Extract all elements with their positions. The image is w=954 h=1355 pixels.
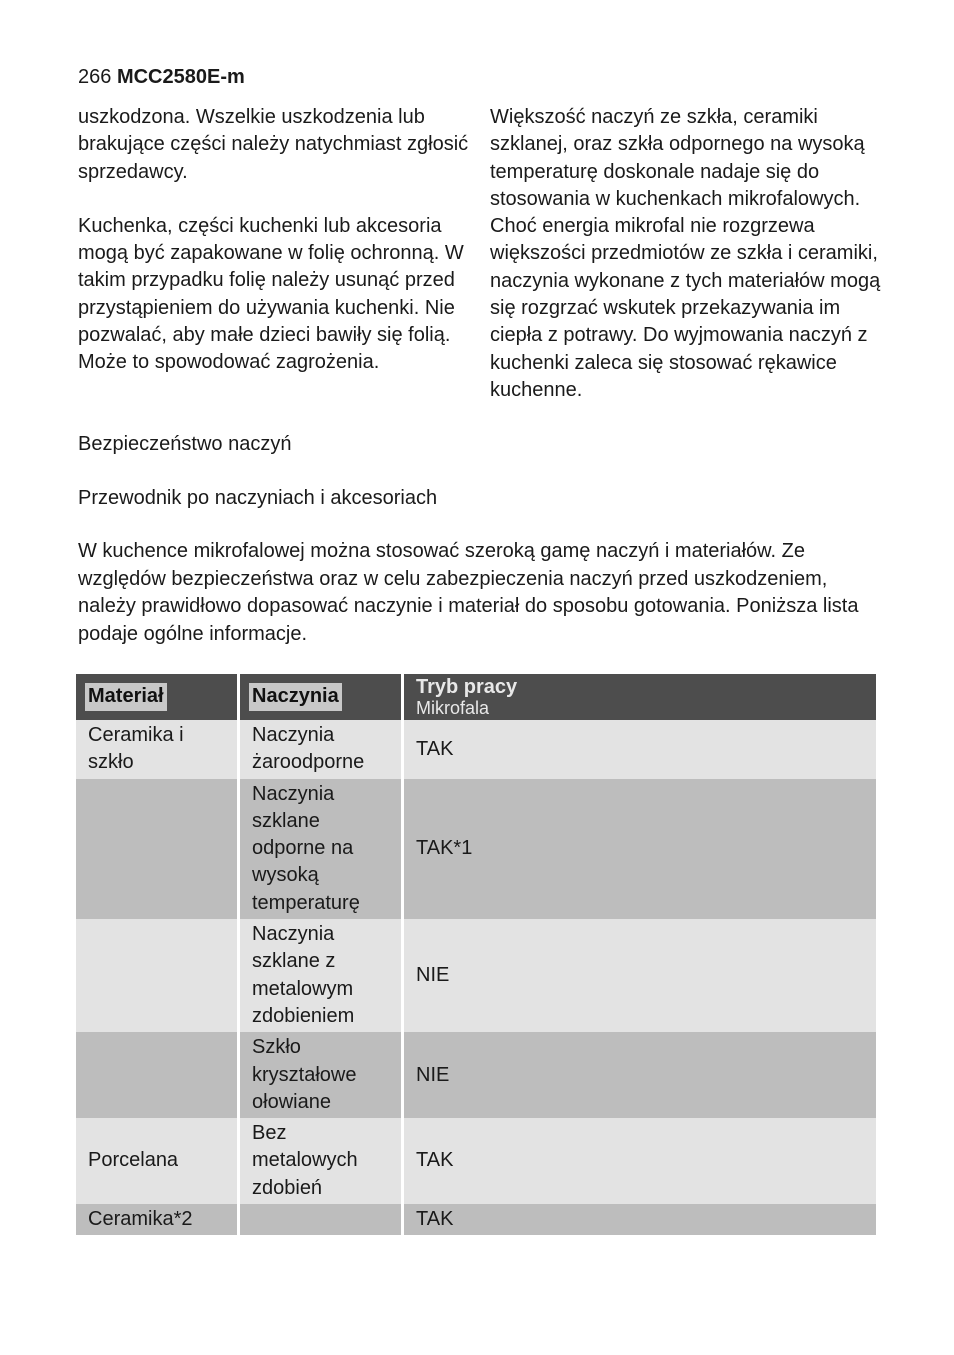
- table-row: [76, 779, 876, 919]
- table-row: [76, 1204, 876, 1235]
- paragraph-damage: uszkodzona. Wszelkie uszkodzenia lub brakujące części należy natychmiast zgłosić sprzedawcy.: [78, 106, 469, 183]
- mode-title: Tryb pracy: [416, 676, 518, 698]
- right-column: [490, 104, 882, 431]
- cell-material: [76, 1032, 237, 1118]
- cell-cookware: Naczynia szklane z metalowym zdobieniem: [240, 919, 401, 1032]
- cell-microwave: TAK: [404, 720, 876, 779]
- mode-subtitle: Mikrofala: [416, 698, 490, 718]
- cell-cookware: Naczynia szklane odporne na wysoką temperaturę: [240, 779, 401, 919]
- left-column: [78, 104, 473, 404]
- table-row: [76, 1118, 876, 1204]
- cell-microwave: TAK*1: [404, 779, 876, 919]
- table-row: [76, 919, 876, 1032]
- cookware-table: [73, 674, 879, 1235]
- model-name: MCC2580E-m: [116, 66, 245, 88]
- cell-cookware: Naczynia żaroodporne: [240, 720, 401, 779]
- cell-microwave: TAK: [404, 1204, 876, 1235]
- cell-material: [76, 919, 237, 1032]
- page-header: [78, 64, 245, 90]
- column-header-material: Materiał: [76, 674, 237, 720]
- page-number: 266: [78, 66, 112, 88]
- cell-material: Ceramika*2: [76, 1204, 237, 1235]
- table-row: [76, 1032, 876, 1118]
- column-header-cookware: Naczynia: [240, 674, 401, 720]
- paragraph-protective-film: Kuchenka, części kuchenki lub akcesoria mogą być zapakowane w folię ochronną. W takim przypadku folię należy usunąć przed przystąpieniem do używania kuchenki. Nie pozwalać, aby małe dzieci bawiły się folią. Może to spowodować zagrożenia.: [78, 214, 464, 374]
- table-row: [76, 720, 876, 779]
- cell-material: Ceramika i szkło: [76, 720, 237, 779]
- cell-microwave: TAK: [404, 1118, 876, 1204]
- cell-microwave: NIE: [404, 919, 876, 1032]
- paragraph-glass-ceramics: Większość naczyń ze szkła, ceramiki szklanej, oraz szkła odpornego na wysoką temperaturę doskonale nadaje się do stosowania w kuchenkach mikrofalowych. Choć energia mikrofal nie rozgrzewa większości przedmiotów ze szkła i ceramiki, naczynia wykonane z tych materiałów mogą się rozgrzać wskutek przekazywania im ciepła z potrawy. Do wyjmowania naczyń z kuchenki zaleca się stosować rękawice kuchenne.: [490, 106, 881, 401]
- cell-material: Porcelana: [76, 1118, 237, 1204]
- intro-paragraph: W kuchence mikrofalowej można stosować szeroką gamę naczyń i materiałów. Ze względów bezpieczeństwa oraz w celu zabezpieczenia naczyń przed uszkodzeniem, należy prawidłowo dopasować naczynie i materiał do sposobu gotowania. Poniższa lista podaje ogólne informacje.: [78, 540, 859, 645]
- cell-microwave: NIE: [404, 1032, 876, 1118]
- cell-material: [76, 779, 237, 919]
- section-heading-guide: Przewodnik po naczyniach i akcesoriach: [78, 487, 438, 509]
- section-heading-cookware-safety: Bezpieczeństwo naczyń: [78, 433, 292, 455]
- column-header-mode: [404, 674, 876, 720]
- cell-cookware: Bez metalowych zdobień: [240, 1118, 401, 1204]
- cell-cookware: [240, 1204, 401, 1235]
- table-header-row: [76, 674, 876, 720]
- cell-cookware: Szkło kryształowe ołowiane: [240, 1032, 401, 1118]
